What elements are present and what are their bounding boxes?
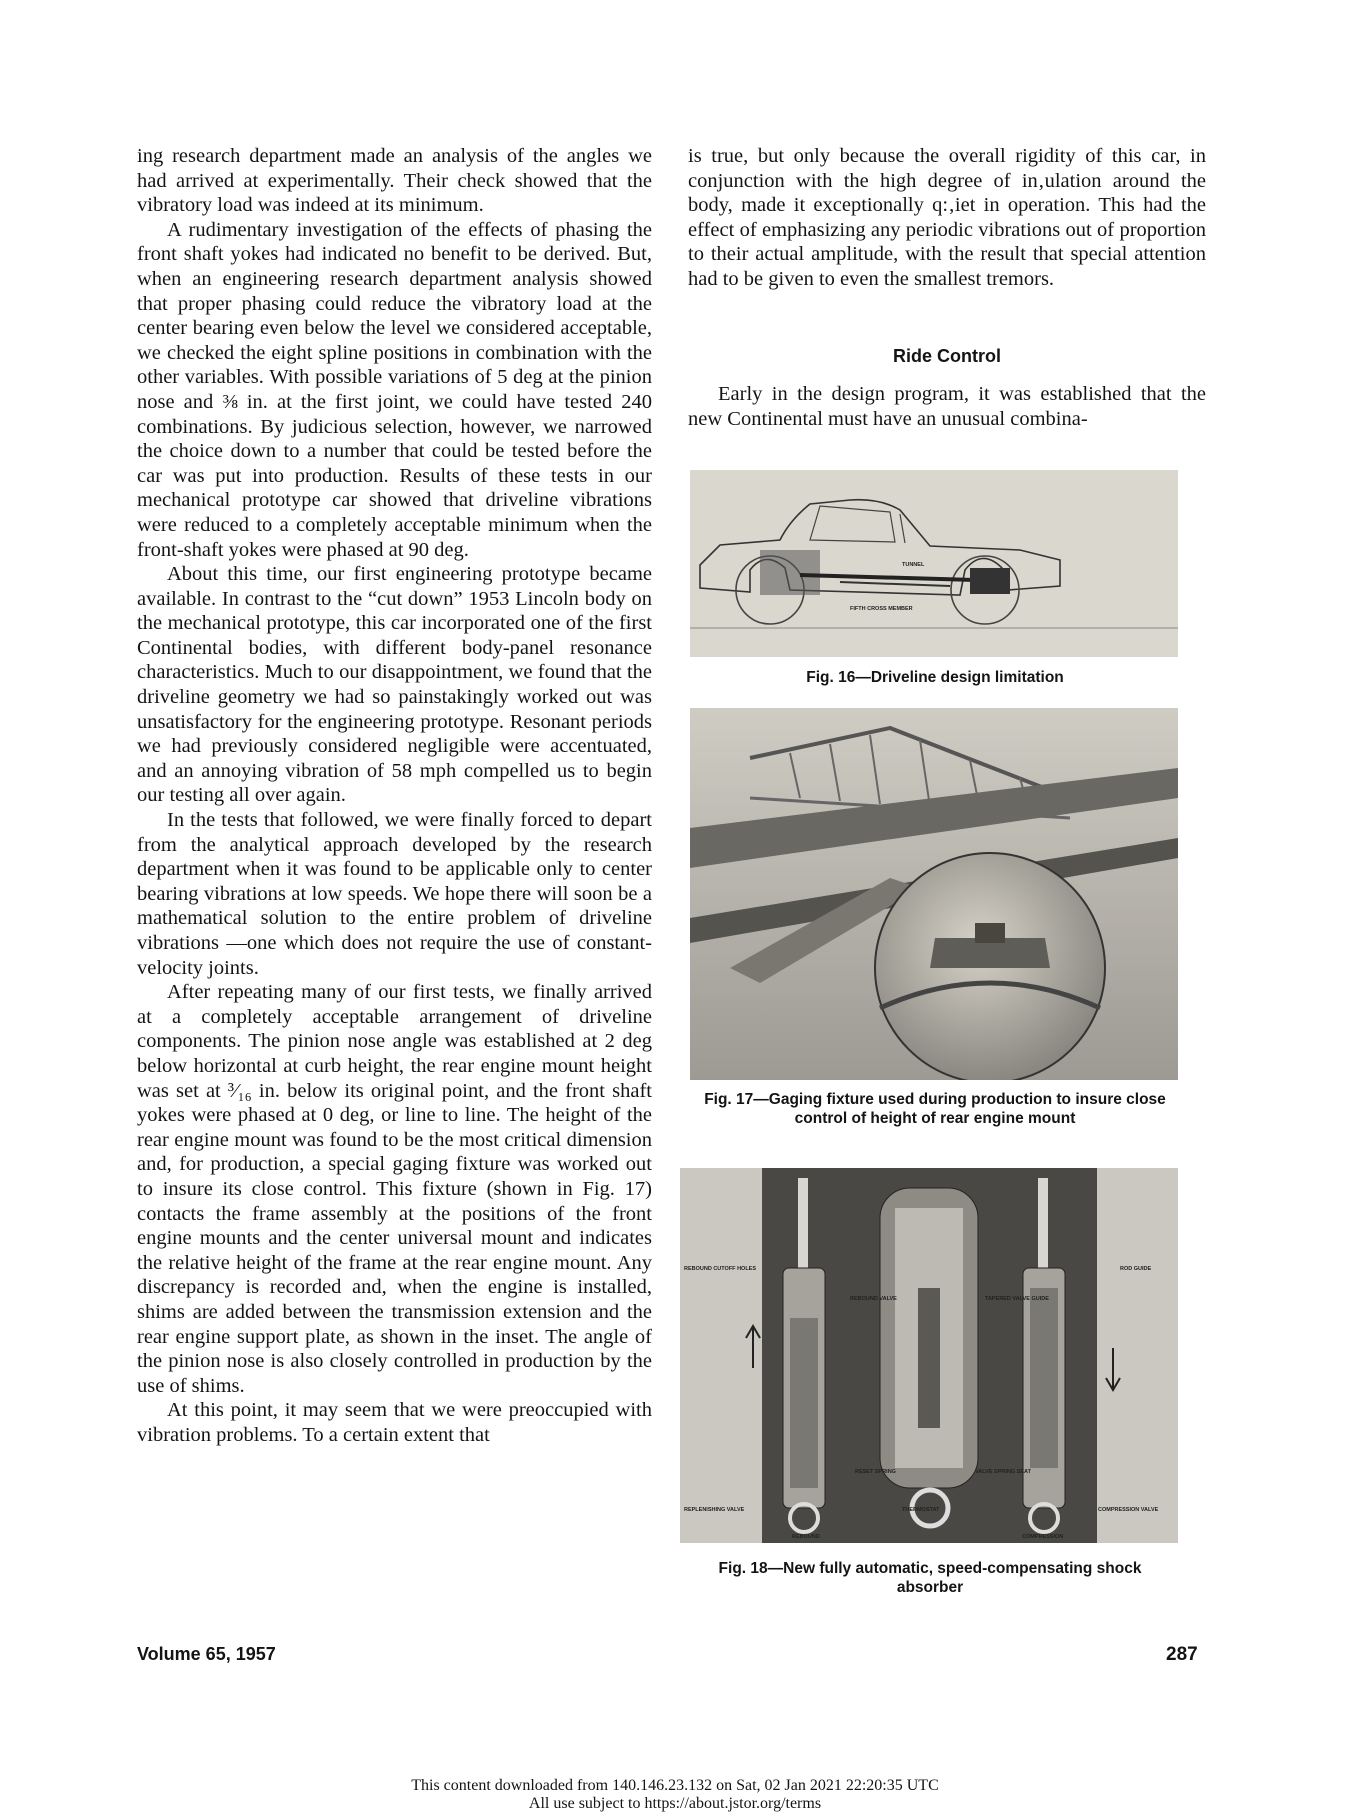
label-rebound-cutoff-holes: REBOUND CUTOFF HOLES [684, 1266, 757, 1272]
shock-absorber-diagram [680, 1168, 1178, 1543]
label-rebound-valve: REBOUND VALVE [850, 1296, 897, 1302]
left-column [137, 144, 652, 1447]
fig17-caption-line2: control of height of rear engine mount [794, 1110, 1076, 1127]
gaging-fixture-photo [690, 708, 1178, 1080]
label-rod-guide: ROD GUIDE [1120, 1266, 1152, 1272]
tunnel-label: TUNNEL [902, 562, 925, 568]
paragraph: A rudimentary investigation of the effects of phasing the front shaft yokes had indicated no benefit to be derived. But, when an engineering research department analysis showed that proper phasing could reduce the vibratory load at the center bearing even below the level we considered acceptable, we checked the eight spline positions in combination with the other variables. With possible variations of 5 deg at the pinion nose and ⅜ in. at the first joint, we could have tested 240 combinations. By judicious selection, however, we narrowed the choice down to a number that could be tested before the car was put into production. Results of these tests in our mechanical prototype car showed that driveline vibrations were reduced to a completely acceptable minimum when the front-shaft yokes were phased at 90 deg. [137, 218, 652, 561]
journal-volume: Volume 65, 1957 [137, 1644, 276, 1664]
label-reset-spring: RESET SPRING [855, 1469, 896, 1475]
fig18-image [680, 1168, 1178, 1543]
paragraph: ing research department made an analysis of the angles we had arrived at experimentally. Their check showed that the vibratory load was indeed at its minimum. [137, 145, 652, 217]
paragraph: In the tests that followed, we were finally forced to depart from the analytical approach developed by the research department when it was found to be applicable only to center bearing vibrations at low speeds. We hope there will soon be a mathematical solution to the entire problem of driveline vibrations —one which does not require the use of constant-velocity joints. [137, 809, 652, 979]
paragraph: About this time, our first engineering prototype became available. In contrast to the “cut down” 1953 Lincoln body on the mechanical prototype, this car incorporated one of the first Continental bodies, with different body-panel resonance characteristics. Much to our disappointment, we found that the driveline geometry we had so painstakingly worked out was unsatisfactory for the engineering prototype. Resonant periods we had previously considered negligible were accentuated, and an annoying vibration of 58 mph compelled us to begin our testing all over again. [137, 563, 652, 807]
right-column-paragraph [688, 382, 1206, 431]
terms-line: All use subject to https://about.jstor.org/terms [528, 1795, 822, 1812]
fig16-caption: Fig. 16—Driveline design limitation [806, 669, 1064, 686]
cross-member-label: FIFTH CROSS MEMBER [850, 606, 913, 612]
download-line: This content downloaded from 140.146.23.132 on Sat, 02 Jan 2021 22:20:35 UTC [411, 1777, 939, 1794]
paragraph: After repeating many of our first tests, we finally arrived at a completely acceptable arrangement of driveline components. The pinion nose angle was established at 2 deg below horizontal at curb height, the rear engine mount height was set at ³⁄₁₆ in. below its original point, and the front shaft yokes were phased at 0 deg, or line to line. The height of the rear engine mount was found to be the most critical dimension and, for production, a special gaging fixture was worked out to insure its close control. This fixture (shown in Fig. 17) contacts the frame assembly at the positions of the front engine mounts and the center universal mount and indicates the relative height of the frame at the rear engine mount. Any discrepancy is recorded and, when the engine is installed, shims are added between the transmission extension and the rear engine support plate, as shown in the inset. The angle of the pinion nose is also closely controlled in production by the use of shims. [137, 981, 652, 1397]
label-rebound: REBOUND [792, 1534, 820, 1540]
paragraph: is true, but only because the overall rigidity of this car, in conjunction with the high degree of in‚ulation around the body, made it exceptionally q:‚iet in operation. This had the effect of emphasizing any periodic vibrations out of proportion to their actual amplitude, with the result that special attention had to be given to even the smallest tremors. [688, 145, 1206, 290]
label-thermostat: THERMOSTAT [902, 1507, 940, 1513]
label-valve-spring-seat: VALVE SPRING SEAT [975, 1469, 1031, 1475]
fig17-caption-line1: Fig. 17—Gaging fixture used during production to insure close [704, 1091, 1166, 1108]
label-replenishing-valve: REPLENISHING VALVE [684, 1507, 745, 1513]
download-notice [0, 1777, 1350, 1813]
right-column [688, 144, 1206, 292]
fig18-caption-line1: Fig. 18—New fully automatic, speed-compensating shock [718, 1560, 1142, 1577]
fig18-caption-line2: absorber [896, 1579, 964, 1596]
section-heading: Ride Control [893, 346, 1001, 366]
driveline-diagram [690, 470, 1178, 657]
fig17-image [690, 708, 1178, 1080]
paragraph: Early in the design program, it was established that the new Continental must have an unusual combina- [688, 383, 1206, 430]
paragraph: At this point, it may seem that we were preoccupied with vibration problems. To a certain extent that [137, 1399, 652, 1446]
page-number: 287 [1166, 1644, 1198, 1665]
label-compression-valve: COMPRESSION VALVE [1098, 1507, 1159, 1513]
label-tapered-valve-guide: TAPERED VALVE GUIDE [985, 1296, 1049, 1302]
fig16-image [690, 470, 1178, 657]
label-compression: COMPRESSION [1022, 1534, 1064, 1540]
